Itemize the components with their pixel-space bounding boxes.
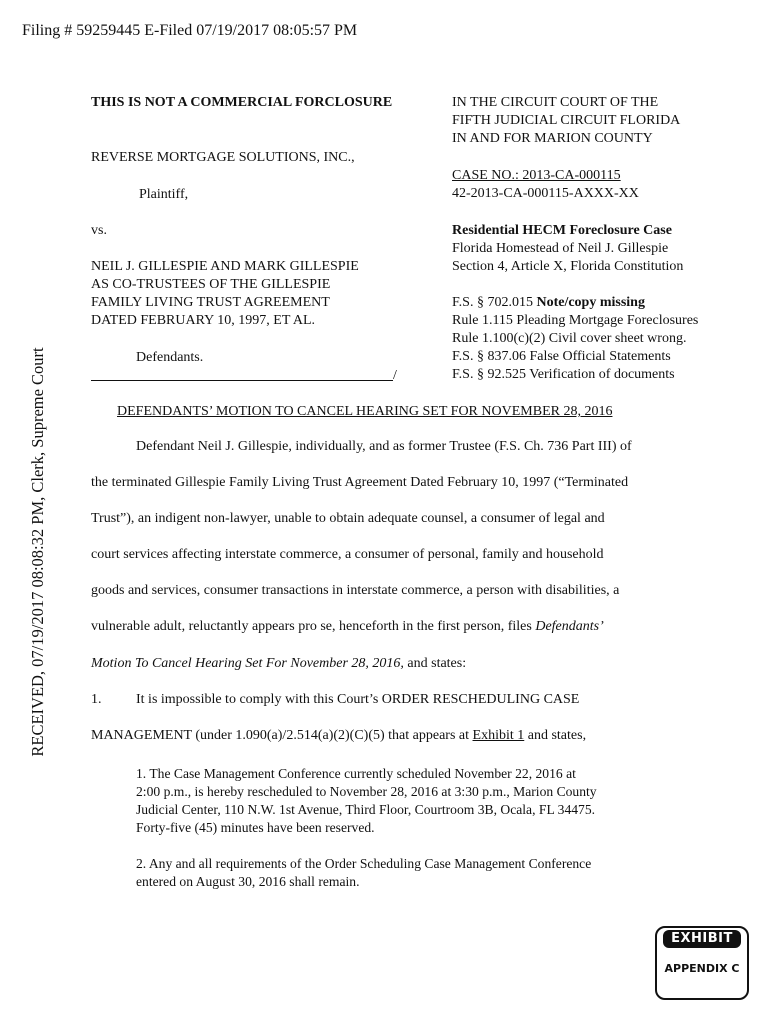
court-line: IN THE CIRCUIT COURT OF THE [452, 95, 659, 110]
statute-note [452, 294, 645, 312]
item-number: 1. [91, 692, 102, 707]
statute-bold: Note/copy missing [536, 295, 645, 310]
quote-line: 2. Any and all requirements of the Order Scheduling Case Management Conference [136, 856, 592, 871]
body-text: and states: [403, 656, 467, 671]
body-text: and states, [524, 728, 587, 743]
court-line: FIFTH JUDICIAL CIRCUIT FLORIDA [452, 113, 681, 128]
quote-line: Judicial Center, 110 N.W. 1st Avenue, Third Floor, Courtroom 3B, Ocala, FL 34475. [136, 802, 596, 817]
quote-line: 1. The Case Management Conference currently scheduled November 22, 2016 at [136, 766, 576, 781]
case-type: Residential HECM Foreclosure Case [452, 223, 672, 238]
homestead-line: Section 4, Article X, Florida Constitution [452, 259, 684, 274]
caption-divider [91, 380, 393, 381]
defendant-line: NEIL J. GILLESPIE AND MARK GILLESPIE [91, 259, 359, 274]
filing-header: Filing # 59259445 E-Filed 07/19/2017 08:05:57 PM [22, 22, 358, 39]
exhibit-label: APPENDIX C [664, 962, 740, 975]
motion-name-italic: Motion To Cancel Hearing Set For November 28, 2016, [91, 656, 404, 671]
defendant-line: FAMILY LIVING TRUST AGREEMENT [91, 295, 330, 310]
rule-line: F.S. § 837.06 False Official Statements [452, 349, 671, 364]
body-line: Defendant Neil J. Gillespie, individually, and as former Trustee (F.S. Ch. 736 Part III) of [136, 439, 632, 454]
defendants-role: Defendants. [136, 350, 204, 365]
statute-prefix: F.S. § 702.015 [452, 295, 537, 310]
caption-slash: / [393, 368, 397, 383]
body-line: court services affecting interstate commerce, a consumer of personal, family and household [91, 547, 604, 562]
rule-line: Rule 1.115 Pleading Mortgage Foreclosures [452, 313, 699, 328]
exhibit-link[interactable]: Exhibit 1 [472, 728, 525, 743]
motion-title: DEFENDANTS’ MOTION TO CANCEL HEARING SET FOR NOVEMBER 28, 2016 [117, 404, 613, 419]
defendant-line: DATED FEBRUARY 10, 1997, ET AL. [91, 313, 316, 328]
case-number: CASE NO.: 2013-CA-000115 [452, 168, 621, 183]
body-line [91, 619, 604, 635]
quote-line: entered on August 30, 2016 shall remain. [136, 874, 360, 889]
versus-label: vs. [91, 223, 107, 238]
quote-line: Forty-five (45) minutes have been reserved. [136, 820, 375, 835]
body-text: MANAGEMENT (under 1.090(a)/2.514(a)(2)(C)(5) that appears at [91, 728, 473, 743]
homestead-line: Florida Homestead of Neil J. Gillespie [452, 241, 669, 256]
body-text: vulnerable adult, reluctantly appears pro se, henceforth in the first person, files [91, 619, 536, 634]
case-number-alt: 42-2013-CA-000115-AXXX-XX [452, 186, 639, 201]
exhibit-band: EXHIBIT [663, 930, 741, 948]
plaintiff-name: REVERSE MORTGAGE SOLUTIONS, INC., [91, 150, 355, 165]
plaintiff-role: Plaintiff, [139, 187, 189, 202]
body-line [91, 728, 586, 744]
body-line [91, 656, 466, 672]
body-line: Trust”), an indigent non-lawyer, unable to obtain adequate counsel, a consumer of legal and [91, 511, 605, 526]
exhibit-tag [655, 926, 749, 1000]
item-text: It is impossible to comply with this Court’s ORDER RESCHEDULING CASE [136, 692, 580, 707]
rule-line: F.S. § 92.525 Verification of documents [452, 367, 675, 382]
motion-name-italic: Defendants’ [535, 619, 604, 634]
quote-line: 2:00 p.m., is hereby rescheduled to November 28, 2016 at 3:30 p.m., Marion County [136, 784, 597, 799]
received-stamp: RECEIVED, 07/19/2017 08:08:32 PM, Clerk, Supreme Court [28, 347, 47, 757]
rule-line: Rule 1.100(c)(2) Civil cover sheet wrong. [452, 331, 687, 346]
defendant-line: AS CO-TRUSTEES OF THE GILLESPIE [91, 277, 331, 292]
court-line: IN AND FOR MARION COUNTY [452, 131, 653, 146]
body-line: goods and services, consumer transactions in interstate commerce, a person with disabilities, a [91, 583, 620, 598]
notice-heading: THIS IS NOT A COMMERCIAL FORCLOSURE [91, 95, 393, 110]
body-line: the terminated Gillespie Family Living Trust Agreement Dated February 10, 1997 (“Terminated [91, 475, 629, 490]
